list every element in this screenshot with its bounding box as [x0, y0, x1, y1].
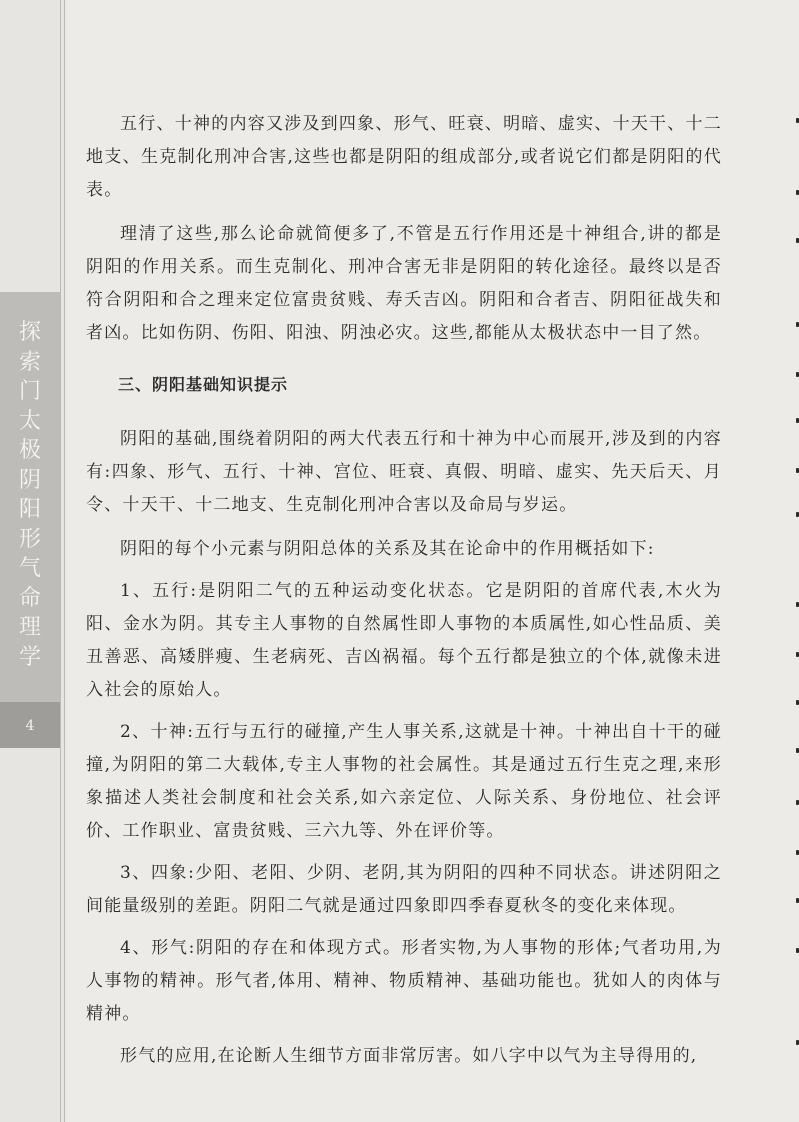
book-title-char: 极: [18, 438, 41, 463]
paragraph: 理清了这些,那么论命就简便多了,不管是五行作用还是十神组合,讲的都是阴阳的作用关系。而生克制化、刑冲合害无非是阴阳的转化途径。最终以是否符合阴阳和合之理来定位富贵贫贱、寿夭吉凶。阴阳和合者吉、阴阳征战失和者凶。比如伤阴、伤阳、阳浊、阴浊必灾。这些,都能从太极状态中一目了然。: [86, 224, 722, 343]
paragraph: 3、四象:少阳、老阳、少阴、老阴,其为阴阳的四种不同状态。讲述阴阳之间能量级别的差距。阴阳二气就是通过四象即四季春夏秋冬的变化来体现。: [86, 863, 722, 916]
book-title-char: 阴: [18, 467, 41, 493]
section-heading: 三、阴阳基础知识提示: [118, 375, 289, 394]
book-title-char: 学: [18, 644, 41, 670]
book-title-char: 理: [18, 615, 41, 640]
paragraph: 阴阳的每个小元素与阴阳总体的关系及其在论命中的作用概括如下:: [120, 539, 655, 559]
margin-rule: [64, 0, 65, 1122]
paragraph: 2、十神:五行与五行的碰撞,产生人事关系,这就是十神。十神出自十干的碰撞,为阴阳的第二大载体,专主人事物的社会属性。其是通过五行生克之理,来形象描述人类社会制度和社会关系,如六亲定位、人际关系、身份地位、社会评价、工作职业、富贵贫贱、三六九等、外在评价等。: [86, 722, 722, 841]
binding-edge-marks: [795, 0, 799, 1122]
paragraph: 阴阳的基础,围绕着阴阳的两大代表五行和十神为中心而展开,涉及到的内容有:四象、形气、五行、十神、宫位、旺衰、真假、明暗、虚实、先天后天、月令、十天干、十二地支、生克制化刑冲合害以及命局与岁运。: [86, 429, 722, 515]
book-title-char: 门: [18, 379, 41, 404]
book-title-char: 探: [18, 320, 41, 345]
book-title-char: 形: [18, 526, 41, 552]
paragraph: 形气的应用,在论断人生细节方面非常厉害。如八字中以气为主导得用的,: [120, 1046, 698, 1066]
book-title-char: 命: [18, 585, 41, 611]
paragraph: 五行、十神的内容又涉及到四象、形气、旺衰、明暗、虚实、十天干、十二地支、生克制化刑冲合害,这些也都是阴阳的组成部分,或者说它们都是阴阳的代表。: [86, 114, 722, 200]
paragraph: 4、形气:阴阳的存在和体现方式。形者实物,为人事物的形体;气者功用,为人事物的精神。形气者,体用、精神、物质精神、基础功能也。犹如人的肉体与精神。: [86, 938, 722, 1024]
margin-rule: [60, 0, 61, 1122]
page-number: 4: [25, 718, 35, 734]
book-title-char: 太: [18, 408, 41, 434]
book-title-char: 气: [18, 556, 41, 581]
book-title-char: 阳: [18, 497, 41, 522]
paragraph: 1、五行:是阴阳二气的五种运动变化状态。它是阴阳的首席代表,木火为阳、金水为阴。其专主人事物的自然属性即人事物的本质属性,如心性品质、美丑善恶、高矮胖瘦、生老病死、吉凶祸福。每个五行都是独立的个体,就像未进入社会的原始人。: [86, 581, 722, 700]
book-title-vertical: [14, 318, 46, 672]
book-title-char: 索: [18, 349, 41, 375]
page-body: [86, 108, 722, 1082]
